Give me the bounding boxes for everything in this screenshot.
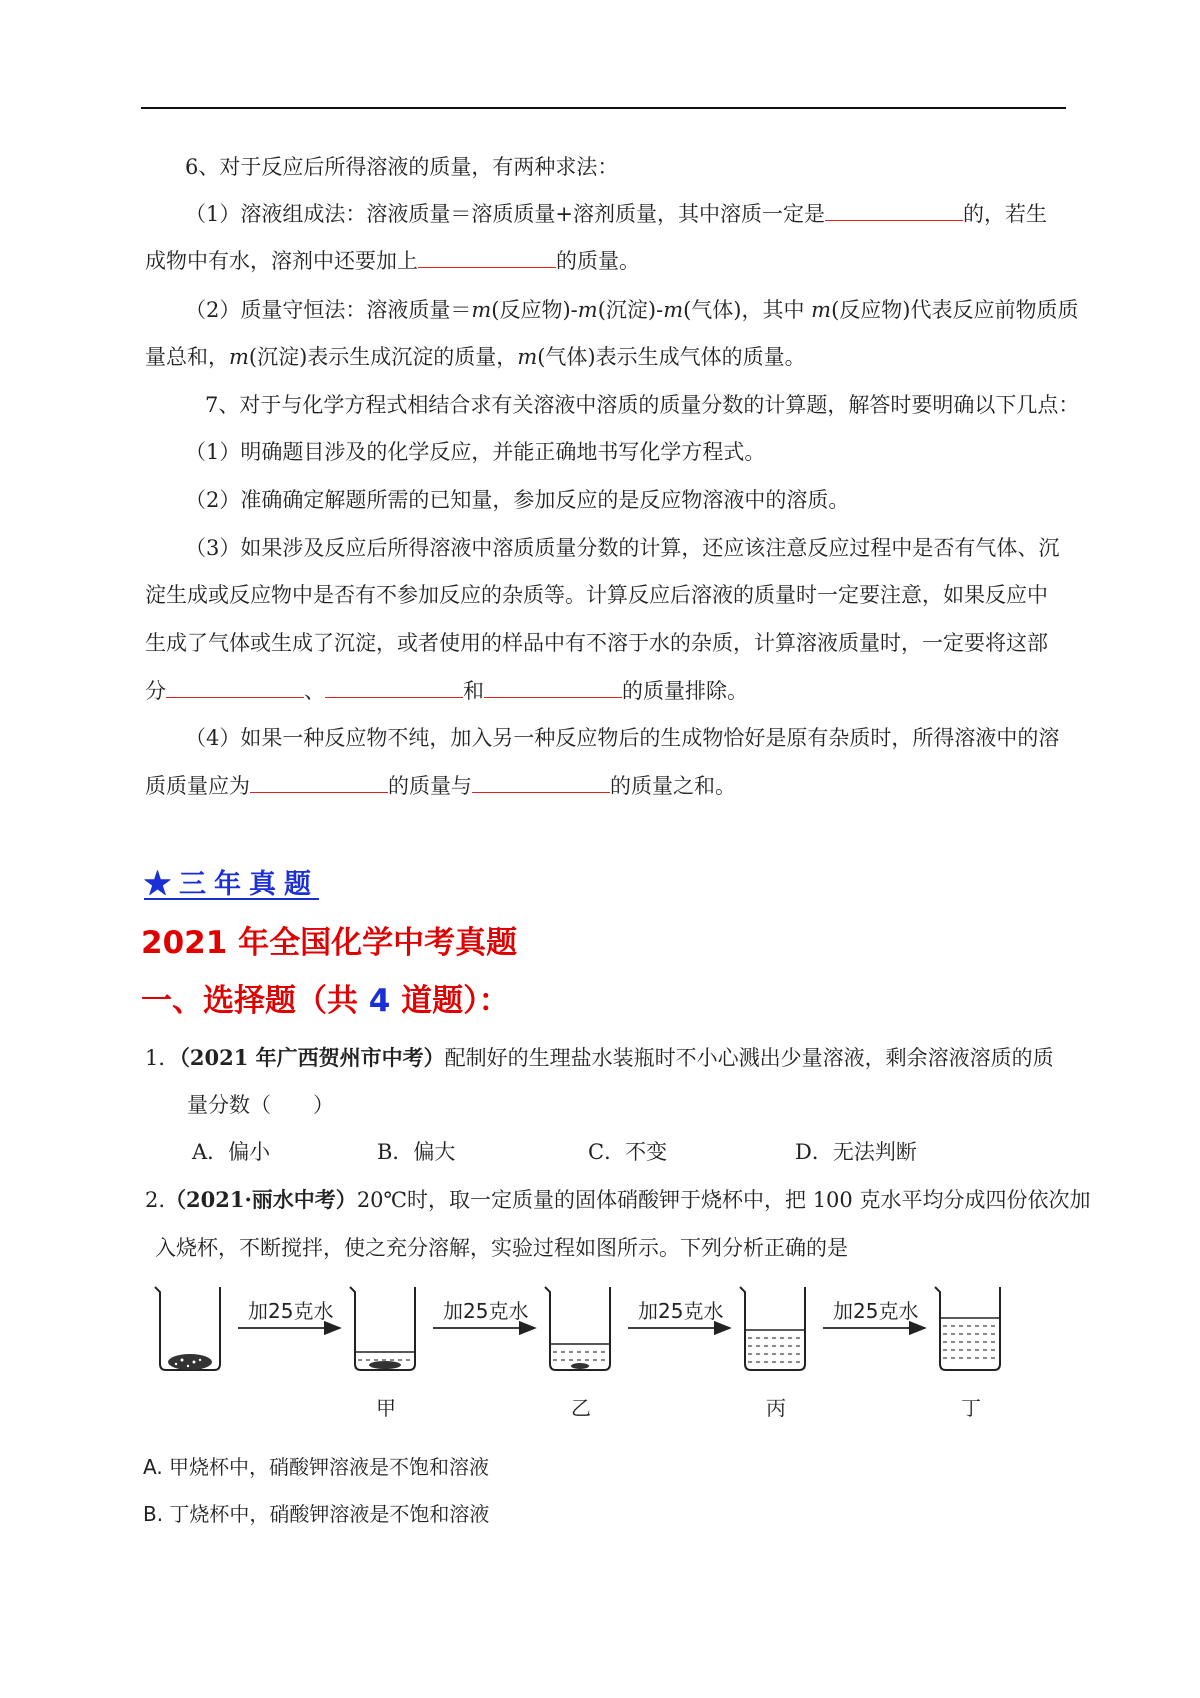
q1-line2: 量分数（ ） (187, 1093, 334, 1117)
beaker-label-bing: 丙 (766, 1396, 786, 1420)
q2-line1: 2.（2021·丽水中考）20℃时，取一定质量的固体硝酸钾于烧杯中，把 100 克水平均分成四份依次加 (145, 1187, 1091, 1212)
s6-intro: 6、对于反应后所得溶液的质量，有两种求法： (185, 155, 619, 179)
s7-point3-line2: 淀生成或反应物中是否有不参加反应的杂质等。计算反应后溶液的质量时一定要注意，如果反应中 (145, 583, 1048, 607)
s6-method2-line2: 量总和，m(沉淀)表示生成沉淀的质量，m(气体)表示生成气体的质量。 (145, 345, 806, 369)
year-title: 2021 年全国化学中考真题 (141, 925, 518, 961)
section-star-title: ★三年真题 (144, 869, 319, 900)
q2-option-b[interactable]: B. 丁烧杯中，硝酸钾溶液是不饱和溶液 (143, 1502, 490, 1526)
s6-method2-line1: （2）质量守恒法：溶液质量＝m(反应物)-m(沉淀)-m(气体)，其中 m(反应物)代表反应前物质质 (185, 298, 1079, 322)
q1-option-d[interactable]: D．无法判断 (795, 1140, 917, 1164)
s7-point3-line1: （3）如果涉及反应后所得溶液中溶质质量分数的计算，还应该注意反应过程中是否有气体、沉 (185, 536, 1060, 560)
s7-point3-line4: 分 、 和 的质量排除。 (145, 679, 748, 703)
q2-option-a[interactable]: A. 甲烧杯中，硝酸钾溶液是不饱和溶液 (143, 1455, 490, 1479)
blank-5[interactable] (484, 677, 622, 698)
blank-1[interactable] (825, 200, 963, 221)
q1-option-c[interactable]: C．不变 (588, 1140, 668, 1164)
q1-option-b[interactable]: B．偏大 (377, 1140, 456, 1164)
s7-point1: （1）明确题目涉及的化学反应，并能正确地书写化学方程式。 (185, 440, 766, 464)
beaker-label-yi: 乙 (571, 1396, 591, 1420)
blank-6[interactable] (250, 772, 388, 793)
q1-line1: 1．（2021 年广西贺州市中考）配制好的生理盐水装瓶时不小心溅出少量溶液，剩余溶液溶质的质 (145, 1045, 1054, 1070)
s7-point3-line3: 生成了气体或生成了沉淀，或者使用的样品中有不溶于水的杂质，计算溶液质量时，一定要将这部 (145, 631, 1048, 655)
beaker-bing (740, 1287, 805, 1370)
s7-point2: （2）准确确定解题所需的已知量，参加反应的是反应物溶液中的溶质。 (185, 488, 850, 512)
beaker-experiment-figure (150, 1282, 1030, 1422)
blank-7[interactable] (472, 772, 610, 793)
arrow-label-2: 加25克水 (443, 1299, 529, 1323)
blank-3[interactable] (166, 677, 304, 698)
arrow-label-3: 加25克水 (638, 1299, 724, 1323)
s7-point4-line2: 质质量应为 的质量与 的质量之和。 (145, 774, 736, 798)
s6-method1-line2: 成物中有水，溶剂中还要加上 的质量。 (145, 249, 640, 273)
s7-point4-line1: （4）如果一种反应物不纯，加入另一种反应物后的生成物恰好是原有杂质时，所得溶液中的溶 (185, 726, 1060, 750)
beaker-label-jia: 甲 (376, 1396, 396, 1420)
blank-4[interactable] (325, 677, 463, 698)
beaker-label-ding: 丁 (961, 1396, 981, 1420)
q2-source: （2021·丽水中考） (165, 1187, 357, 1212)
question-count: 4 (368, 983, 391, 1019)
arrow-label-4: 加25克水 (833, 1299, 919, 1323)
s7-intro: 7、对于与化学方程式相结合求有关溶液中溶质的质量分数的计算题，解答时要明确以下几点： (205, 393, 1080, 417)
q1-source: （2021 年广西贺州市中考） (179, 1045, 445, 1070)
part-title: 一、选择题（共 4 道题）： (141, 983, 510, 1019)
arrow-label-1: 加25克水 (248, 1299, 334, 1323)
beaker-jia (350, 1287, 415, 1370)
s6-method1-line1: （1）溶液组成法：溶液质量＝溶质质量+溶剂质量，其中溶质一定是 的，若生 (185, 202, 1047, 226)
q1-option-a[interactable]: A．偏小 (192, 1140, 271, 1164)
q2-line2: 入烧杯，不断搅拌，使之充分溶解，实验过程如图所示。下列分析正确的是 (155, 1236, 848, 1260)
beaker-yi (545, 1287, 610, 1370)
blank-2[interactable] (418, 247, 556, 268)
header-rule (141, 107, 1066, 109)
